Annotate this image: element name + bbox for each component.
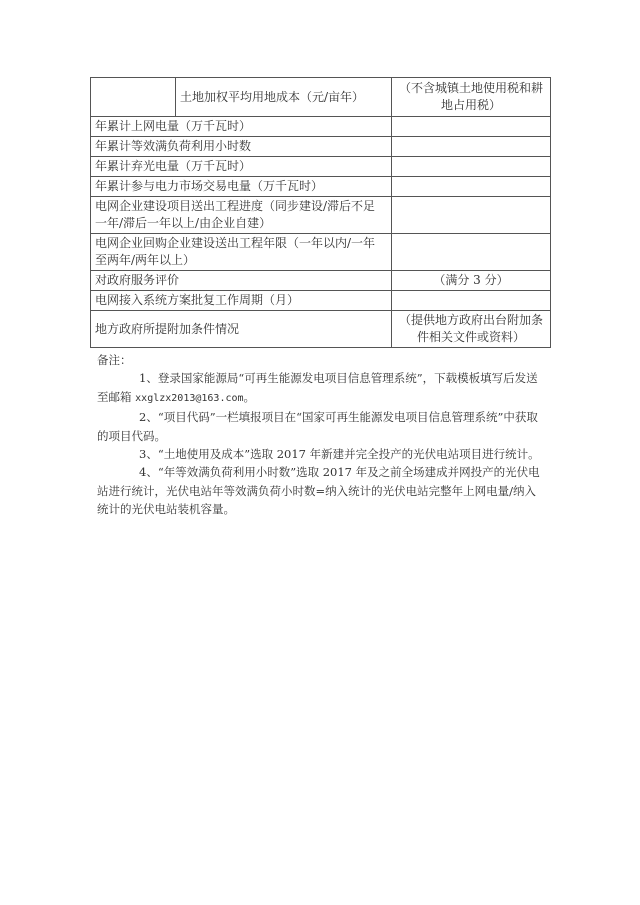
table-row bbox=[91, 291, 551, 311]
table-row bbox=[91, 177, 551, 197]
notes-section bbox=[97, 351, 547, 519]
row-label: 电网接入系统方案批复工作周期（月） bbox=[91, 291, 392, 311]
value-cell[interactable] bbox=[392, 177, 551, 197]
table-row bbox=[91, 117, 551, 137]
table-row bbox=[91, 78, 551, 117]
note-item-1-end: 。 bbox=[243, 389, 256, 404]
note-item-4: 4、“年等效满负荷利用小时数”选取 2017 年及之前全场建成并网投产的光伏电站进行统计，光伏电站年等效满负荷小时数=纳入统计的光伏电站完整年上网电量/纳入统计的光伏电站装机容量。 bbox=[97, 465, 540, 517]
blank-cell bbox=[91, 78, 176, 117]
table-row bbox=[91, 311, 551, 348]
row-label: 土地加权平均用地成本（元/亩年） bbox=[176, 78, 392, 117]
table-row bbox=[91, 271, 551, 291]
value-cell[interactable] bbox=[392, 137, 551, 157]
row-note: （满分 3 分） bbox=[392, 271, 551, 291]
value-cell[interactable] bbox=[392, 117, 551, 137]
table-row bbox=[91, 137, 551, 157]
note-item-1-text: 1、登录国家能源局“可再生能源发电项目信息管理系统”，下载模板填写后发送至邮箱 bbox=[97, 371, 538, 404]
row-label: 年累计弃光电量（万千瓦时） bbox=[91, 157, 392, 177]
value-cell[interactable] bbox=[392, 291, 551, 311]
row-label: 电网企业回购企业建设送出工程年限（一年以内/一年至两年/两年以上） bbox=[91, 234, 392, 271]
note-item-3: 3、“土地使用及成本”选取 2017 年新建并完全投产的光伏电站项目进行统计。 bbox=[139, 447, 540, 462]
row-label: 年累计上网电量（万千瓦时） bbox=[91, 117, 392, 137]
value-cell[interactable] bbox=[392, 197, 551, 234]
table-row bbox=[91, 197, 551, 234]
value-cell[interactable] bbox=[392, 157, 551, 177]
row-label: 电网企业建设项目送出工程进度（同步建设/滞后不足一年/滞后一年以上/由企业自建） bbox=[91, 197, 392, 234]
notes-heading: 备注： bbox=[97, 353, 132, 367]
row-note: （提供地方政府出台附加条件相关文件或资料） bbox=[392, 311, 551, 348]
table-row bbox=[91, 234, 551, 271]
note-item-1 bbox=[97, 369, 547, 408]
statistics-form-table bbox=[90, 77, 551, 348]
row-note: （不含城镇土地使用税和耕地占用税） bbox=[392, 78, 551, 117]
note-item-2: 2、“项目代码”一栏填报项目在“国家可再生能源发电项目信息管理系统”中获取的项目代码。 bbox=[97, 410, 538, 443]
email-address: xxglzx2013@163.com bbox=[135, 392, 244, 404]
row-label: 对政府服务评价 bbox=[91, 271, 392, 291]
row-label: 年累计参与电力市场交易电量（万千瓦时） bbox=[91, 177, 392, 197]
row-label: 地方政府所提附加条件情况 bbox=[91, 311, 392, 348]
row-label: 年累计等效满负荷利用小时数 bbox=[91, 137, 392, 157]
value-cell[interactable] bbox=[392, 234, 551, 271]
table-row bbox=[91, 157, 551, 177]
